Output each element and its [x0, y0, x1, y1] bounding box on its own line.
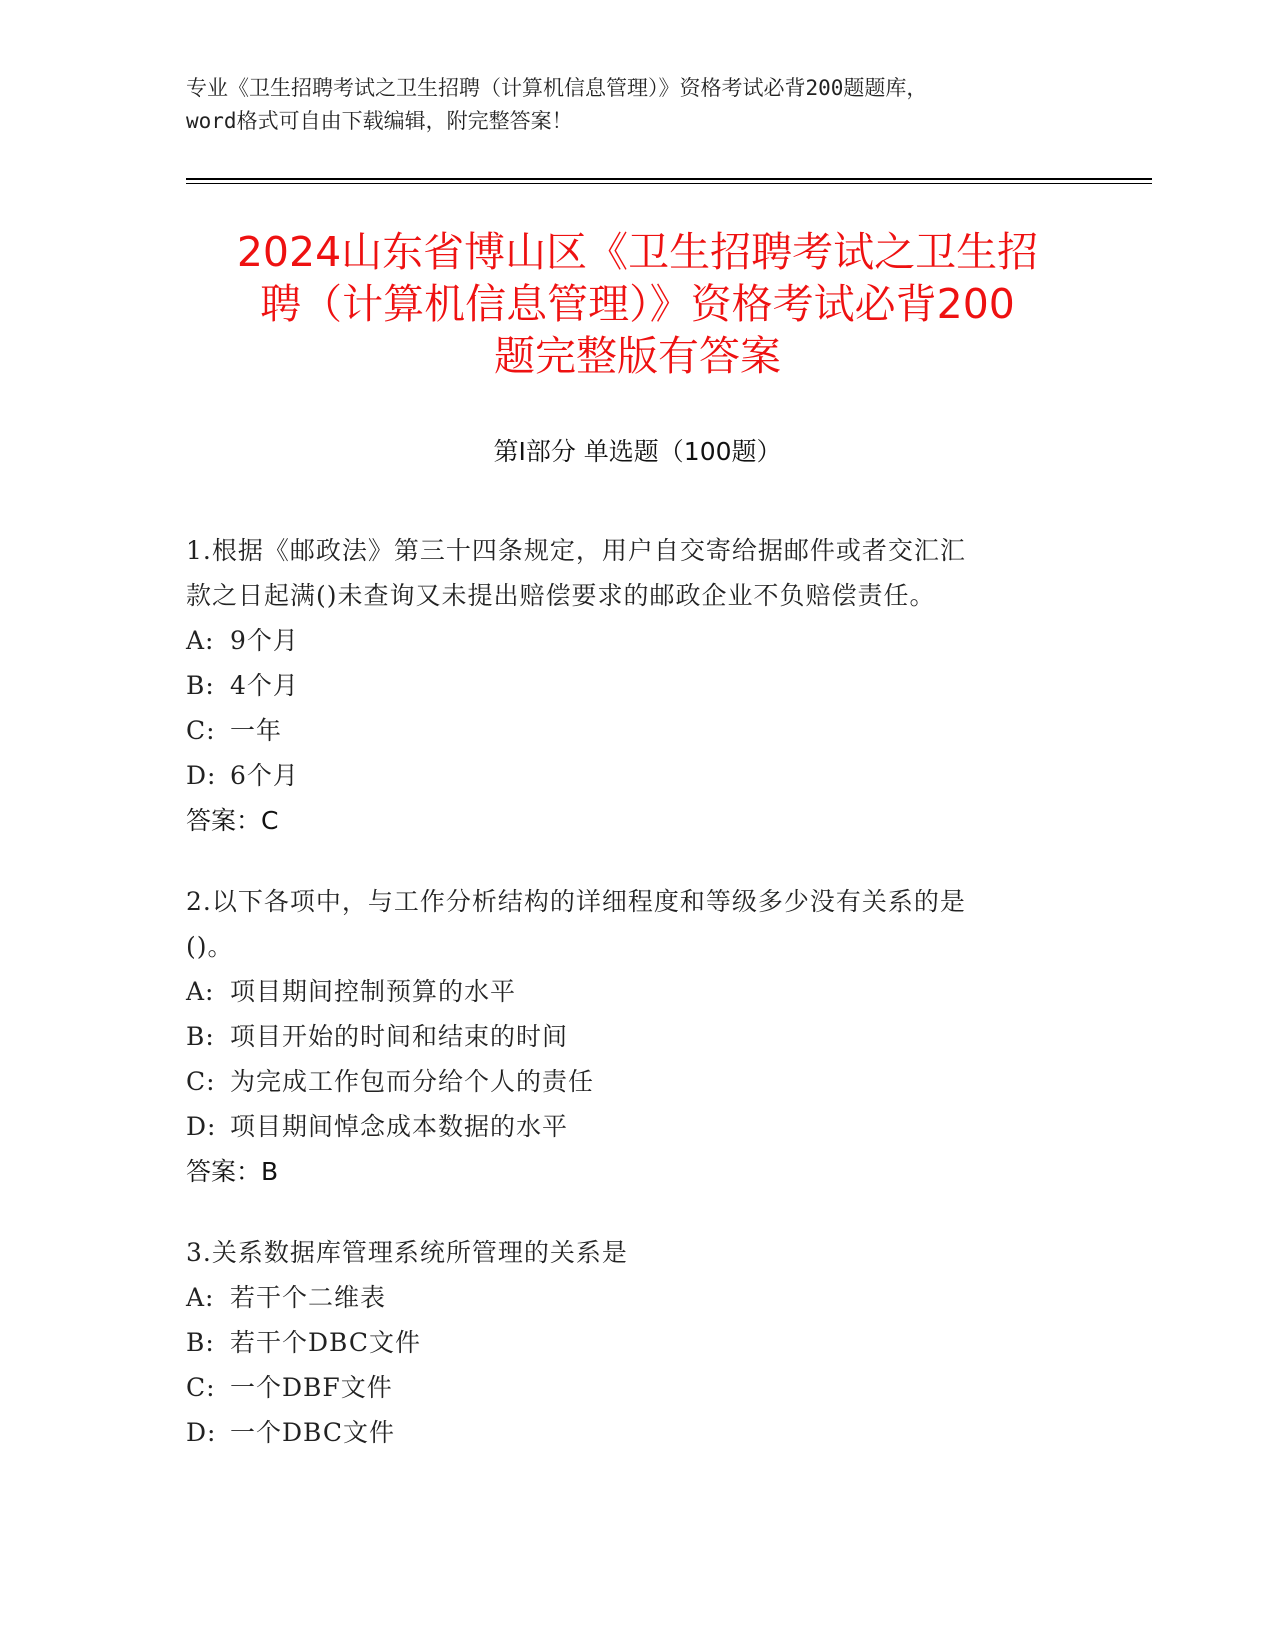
question-2: [186, 879, 1066, 1194]
option-text: 若干个二维表: [230, 1283, 387, 1312]
document-title: [150, 226, 1125, 382]
question-3: [186, 1230, 1066, 1455]
option-text: 项目期间控制预算的水平: [230, 977, 517, 1006]
header-note-line-1: 专业《卫生招聘考试之卫生招聘（计算机信息管理）》资格考试必背200题题库，: [186, 76, 928, 100]
option-b: [186, 663, 1066, 708]
question-list: [186, 528, 1066, 1491]
option-label: A:: [186, 1283, 215, 1312]
option-text: 为完成工作包而分给个人的责任: [230, 1067, 595, 1096]
title-line-1: 2024山东省博山区《卫生招聘考试之卫生招: [236, 228, 1039, 276]
option-text: 6个月: [230, 761, 299, 790]
option-text: 项目期间悼念成本数据的水平: [230, 1112, 569, 1141]
answer-line: 答案：B: [186, 1157, 279, 1186]
header-divider-thin: [186, 183, 1152, 184]
option-text: 项目开始的时间和结束的时间: [230, 1022, 569, 1051]
option-a: [186, 618, 1066, 663]
option-label: D:: [186, 1112, 217, 1141]
header-note-line-2: word格式可自由下载编辑，附完整答案！: [186, 109, 573, 133]
option-label: D:: [186, 1418, 217, 1447]
option-label: B:: [186, 1328, 215, 1357]
header-divider-thick: [186, 178, 1152, 180]
section-heading: 第Ⅰ部分 单选题（100题）: [493, 437, 782, 466]
option-a: [186, 969, 1066, 1014]
option-label: B:: [186, 671, 215, 700]
title-line-2: 聘（计算机信息管理）》资格考试必背200: [260, 280, 1015, 328]
option-label: D:: [186, 761, 217, 790]
option-label: C:: [186, 1067, 216, 1096]
option-c: [186, 1059, 1066, 1104]
option-a: [186, 1275, 1066, 1320]
option-label: B:: [186, 1022, 215, 1051]
option-label: C:: [186, 1373, 216, 1402]
option-d: [186, 753, 1066, 798]
header-note: [186, 72, 1086, 138]
question-stem-line: 2.以下各项中，与工作分析结构的详细程度和等级多少没有关系的是: [186, 887, 966, 916]
option-b: [186, 1320, 1066, 1365]
option-c: [186, 708, 1066, 753]
question-stem-line: 3.关系数据库管理系统所管理的关系是: [186, 1238, 628, 1267]
answer-line: 答案：C: [186, 806, 279, 835]
option-text: 一个DBC文件: [230, 1418, 396, 1447]
option-label: A:: [186, 626, 215, 655]
title-line-3: 题完整版有答案: [494, 332, 781, 380]
option-d: [186, 1410, 1066, 1455]
option-label: A:: [186, 977, 215, 1006]
option-text: 4个月: [230, 671, 299, 700]
question-stem-line: ()。: [186, 932, 234, 961]
question-stem-line: 款之日起满()未查询又未提出赔偿要求的邮政企业不负赔偿责任。: [186, 581, 936, 610]
option-d: [186, 1104, 1066, 1149]
option-b: [186, 1014, 1066, 1059]
question-stem-line: 1.根据《邮政法》第三十四条规定，用户自交寄给据邮件或者交汇汇: [186, 536, 966, 565]
option-text: 9个月: [230, 626, 299, 655]
option-text: 若干个DBC文件: [230, 1328, 422, 1357]
question-1: [186, 528, 1066, 843]
option-text: 一个DBF文件: [230, 1373, 393, 1402]
option-c: [186, 1365, 1066, 1410]
option-label: C:: [186, 716, 216, 745]
option-text: 一年: [230, 716, 283, 745]
